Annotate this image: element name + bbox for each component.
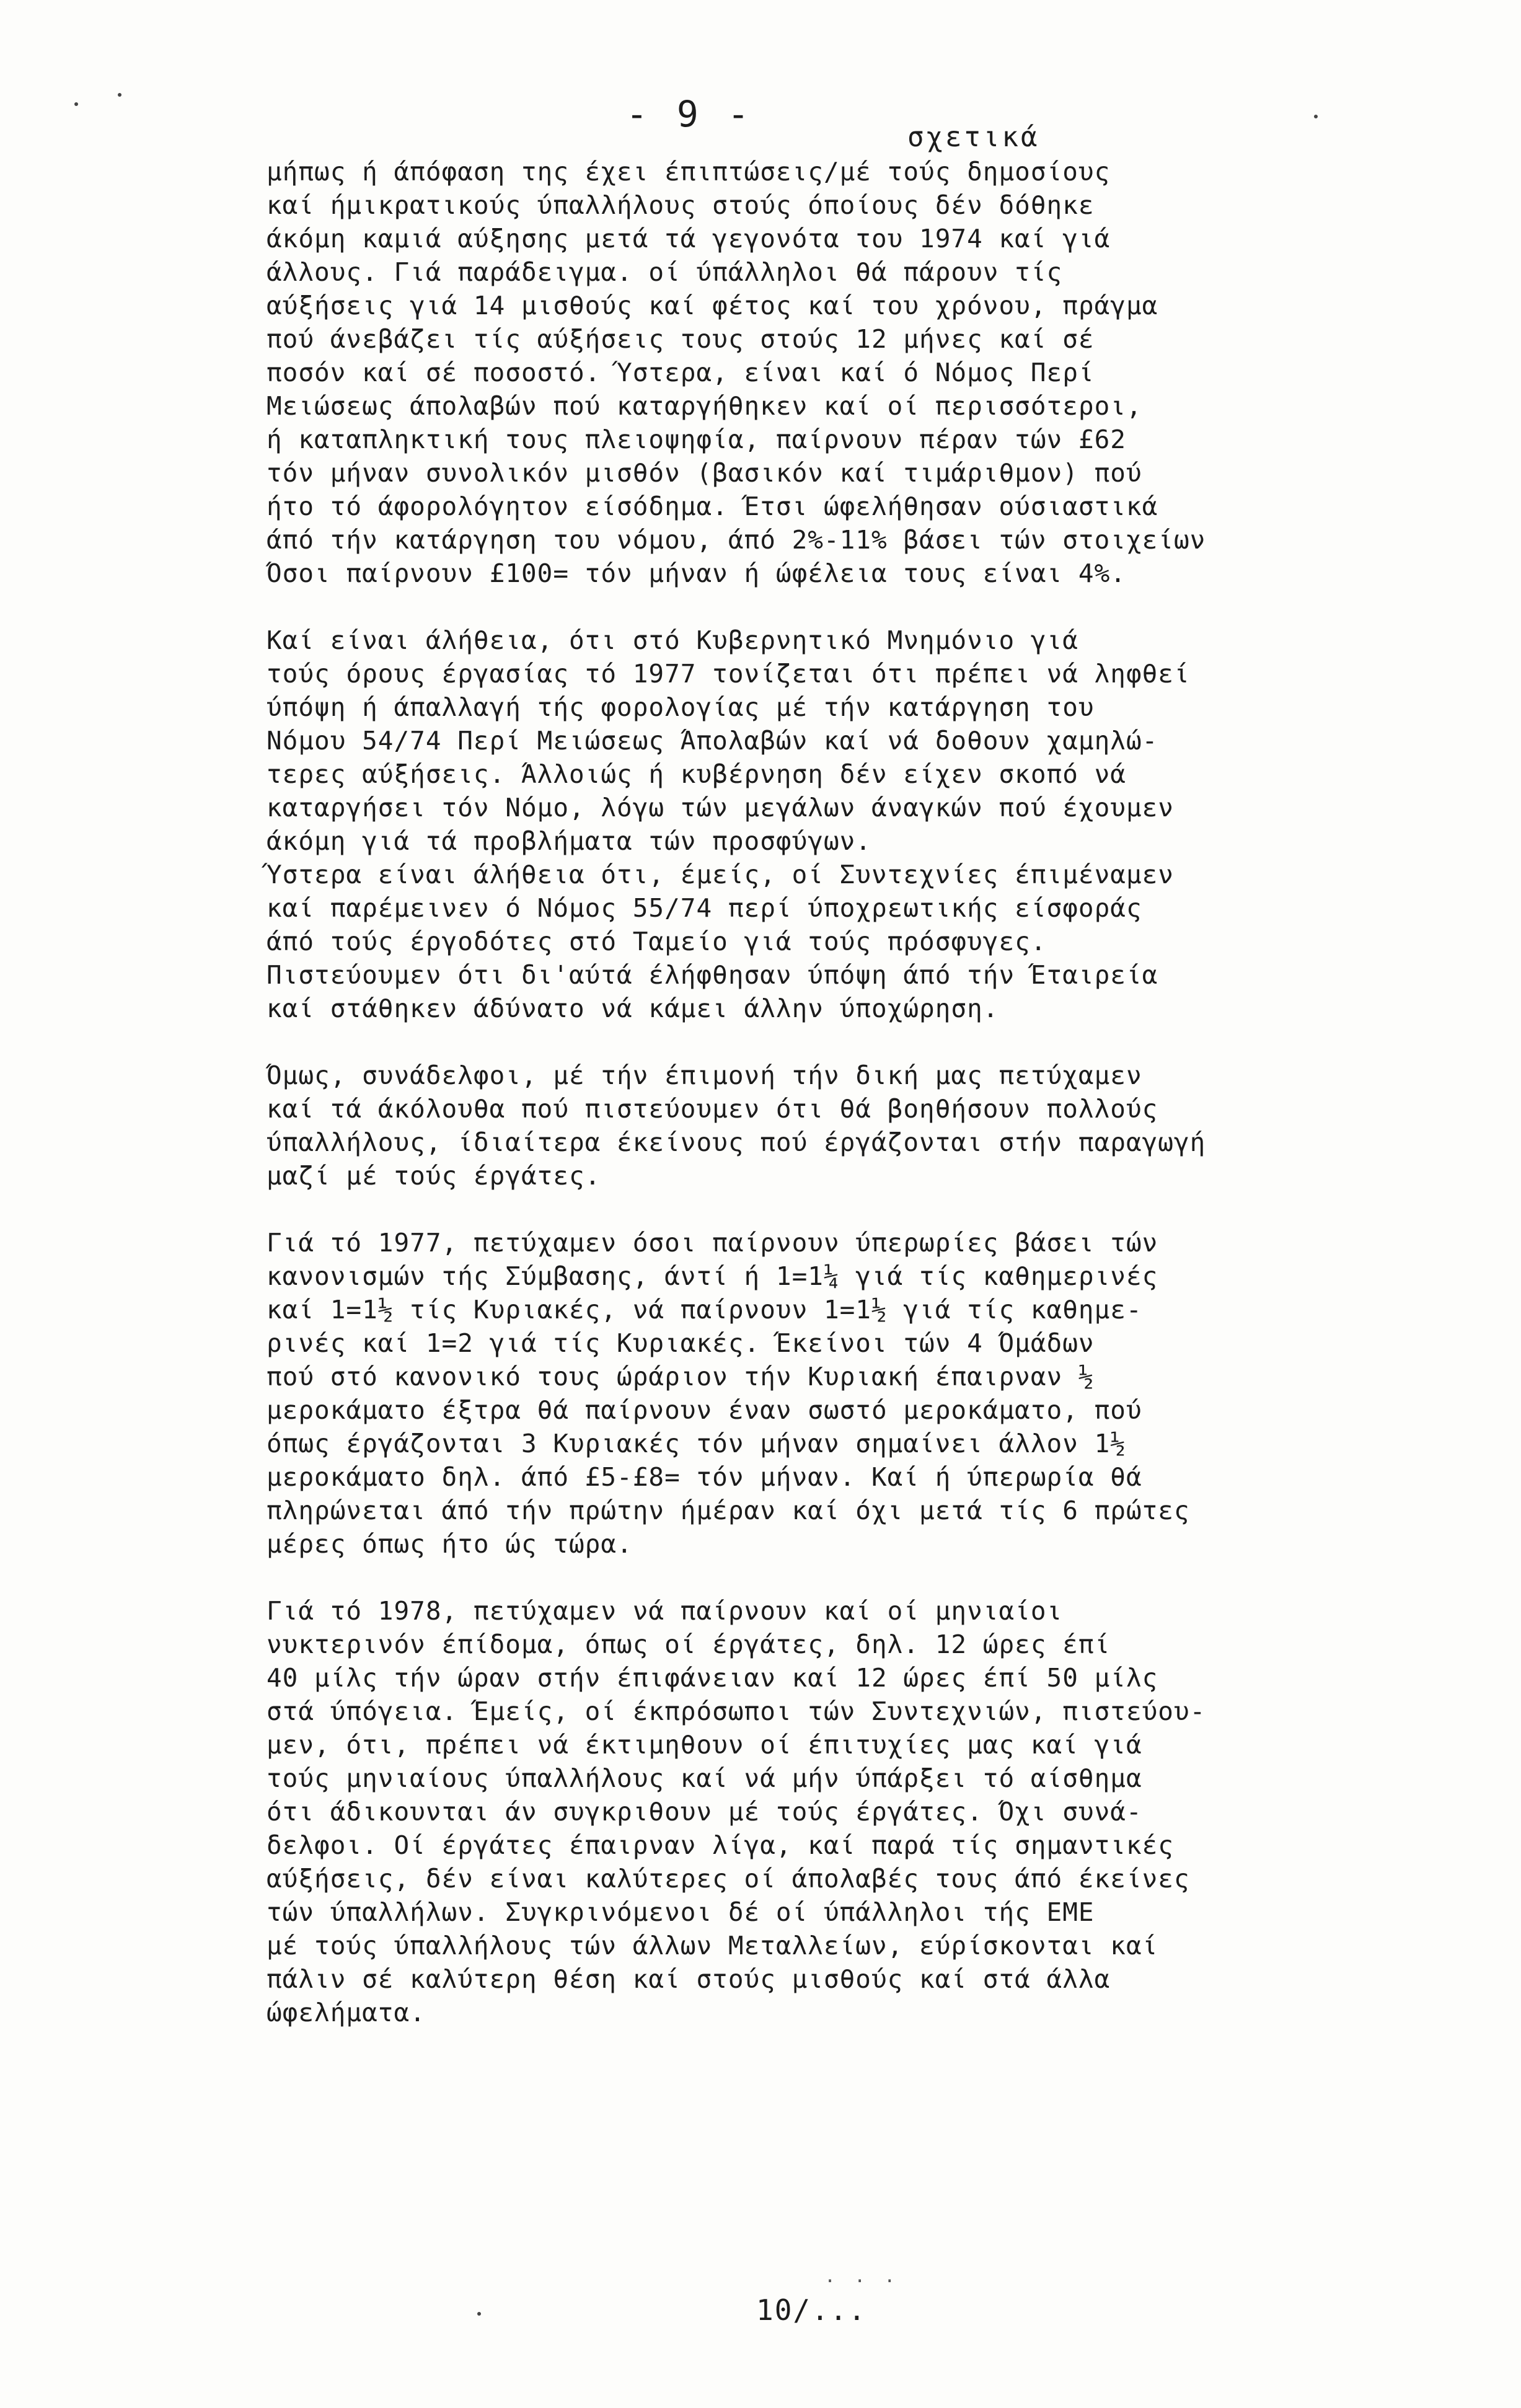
text-line: πού άνεβάζει τίς αύξήσεις τους στούς 12 μήνες καί σέ — [267, 324, 1095, 354]
scan-speck — [74, 102, 78, 106]
text-line: Γιά τό 1978, πετύχαμεν νά παίρνουν καί οί μηνιαίοι — [267, 1596, 1063, 1626]
text-line: άπό τήν κατάργηση του νόμου, άπό 2%-11% βάσει τών στοιχείων — [267, 525, 1206, 555]
page-number: - 9 - — [626, 93, 753, 135]
text-line: αύξήσεις γιά 14 μισθούς καί φέτος καί του χρόνου, πράγμα — [267, 291, 1158, 320]
text-line: ήτο τό άφορολόγητον είσόδημα. Έτσι ώφελήθησαν ούσιαστικά — [267, 492, 1158, 521]
paragraph-5 — [267, 1594, 1382, 2029]
text-line: ποσόν καί σέ ποσοστό. Ύστερα, είναι καί ό Νόμος Περί — [267, 358, 1095, 387]
text-line: άκόμη καμιά αύξησης μετά τά γεγονότα του 1974 καί γιά — [267, 224, 1111, 254]
text-line: μέ τούς ύπαλλήλους τών άλλων Μεταλλείων, εύρίσκονται καί — [267, 1931, 1158, 1960]
text-line: καί παρέμεινεν ό Νόμος 55/74 περί ύποχρεωτικής είσφοράς — [267, 893, 1142, 923]
text-line: ύπαλλήλους, ίδιαίτερα έκείνους πού έργάζονται στήν παραγωγή — [267, 1127, 1206, 1157]
text-line: ότι άδικουνται άν συγκριθουν μέ τούς έργάτες. Όχι συνά- — [267, 1797, 1142, 1827]
text-line: ρινές καί 1=2 γιά τίς Κυριακές. Έκείνοι τών 4 Όμάδων — [267, 1328, 1095, 1358]
paragraph-gap — [267, 1193, 1382, 1226]
text-line: τούς όρους έργασίας τό 1977 τονίζεται ότι πρέπει νά ληφθεί — [267, 659, 1190, 689]
text-line: άλλους. Γιά παράδειγμα. οί ύπάλληλοι θά πάρουν τίς — [267, 257, 1063, 287]
text-line: αύξήσεις, δέν είναι καλύτερες οί άπολαβές τους άπό έκείνες — [267, 1864, 1190, 1894]
text-line: Νόμου 54/74 Περί Μειώσεως Άπολαβών καί νά δοθουν χαμηλώ- — [267, 726, 1158, 756]
text-line: πληρώνεται άπό τήν πρώτην ήμέραν καί όχι μετά τίς 6 πρώτες — [267, 1496, 1190, 1525]
text-line: στά ύπόγεια. Έμείς, οί έκπρόσωποι τών Συντεχνιών, πιστεύου- — [267, 1696, 1206, 1726]
text-line: μεν, ότι, πρέπει νά έκτιμηθουν οί έπιτυχίες μας καί γιά — [267, 1730, 1142, 1760]
text-line: Όμως, συνάδελφοι, μέ τήν έπιμονή τήν δική μας πετύχαμεν — [267, 1061, 1142, 1090]
text-line: τερες αύξήσεις. Άλλοιώς ή κυβέρνηση δέν είχεν σκοπό νά — [267, 759, 1126, 789]
document-body — [267, 155, 1382, 2029]
text-line: καί στάθηκεν άδύνατο νά κάμει άλλην ύποχώρηση. — [267, 994, 999, 1023]
text-line: άπό τούς έργοδότες στό Ταμείο γιά τούς πρόσφυγες. — [267, 927, 1047, 956]
paragraph-4 — [267, 1226, 1382, 1561]
text-line: μεροκάματο έξτρα θά παίρνουν έναν σωστό μεροκάματο, πού — [267, 1395, 1142, 1425]
text-line: Καί είναι άλήθεια, ότι στό Κυβερνητικό Μνημόνιο γιά — [267, 625, 1078, 655]
scan-speck — [477, 2312, 481, 2316]
paragraph-gap — [267, 1561, 1382, 1594]
text-line: ώφελήματα. — [267, 1998, 426, 2027]
text-line: καί 1=1½ τίς Κυριακές, νά παίρνουν 1=1½ γιά τίς καθημε- — [267, 1295, 1142, 1325]
text-line: μεροκάματο δηλ. άπό £5-£8= τόν μήναν. Καί ή ύπερωρία θά — [267, 1462, 1142, 1492]
text-line: μαζί μέ τούς έργάτες. — [267, 1161, 601, 1191]
text-line: καταργήσει τόν Νόμο, λόγω τών μεγάλων άναγκών πού έχουμεν — [267, 793, 1174, 823]
handwritten-insert: σχετικά — [907, 121, 1040, 153]
text-line: Όσοι παίρνουν £100= τόν μήναν ή ώφέλεια τους είναι 4%. — [267, 558, 1126, 588]
text-line: Μειώσεως άπολαβών πού καταργήθηκεν καί οί περισσότεροι, — [267, 391, 1142, 421]
text-line: καί ήμικρατικούς ύπαλλήλους στούς όποίους δέν δόθηκε — [267, 190, 1095, 220]
text-line: νυκτερινόν έπίδομα, όπως οί έργάτες, δηλ. 12 ώρες έπί — [267, 1630, 1111, 1659]
page-continuation: 10/... — [756, 2293, 867, 2327]
text-line: πού στό κανονικό τους ώράριον τήν Κυριακή έπαιρναν ½ — [267, 1362, 1095, 1391]
text-line: άκόμη γιά τά προβλήματα τών προσφύγων. — [267, 826, 871, 856]
scan-speck — [118, 93, 121, 97]
paragraph-1 — [267, 155, 1382, 590]
text-line: τόν μήναν συνολικόν μισθόν (βασικόν καί τιμάριθμον) πού — [267, 458, 1142, 488]
text-line: καί τά άκόλουθα πού πιστεύουμεν ότι θά βοηθήσουν πολλούς — [267, 1094, 1158, 1124]
text-line: 40 μίλς τήν ώραν στήν έπιφάνειαν καί 12 ώρες έπί 50 μίλς — [267, 1663, 1158, 1693]
text-line: τών ύπαλλήλων. Συγκρινόμενοι δέ οί ύπάλληλοι τής ΕΜΕ — [267, 1897, 1095, 1927]
text-line: ύπόψη ή άπαλλαγή τής φορολογίας μέ τήν κατάργηση του — [267, 692, 1095, 722]
paragraph-2 — [267, 624, 1382, 1025]
paragraph-3 — [267, 1059, 1382, 1193]
text-line: Ύστερα είναι άλήθεια ότι, έμείς, οί Συντεχνίες έπιμέναμεν — [267, 860, 1174, 889]
text-line: μέρες όπως ήτο ώς τώρα. — [267, 1529, 633, 1559]
text-line: ή καταπληκτική τους πλειοψηφία, παίρνουν πέραν τών £62 — [267, 425, 1126, 454]
text-line: τούς μηνιαίους ύπαλλήλους καί νά μήν ύπάρξει τό αίσθημα — [267, 1763, 1142, 1793]
text-line: δελφοι. Οί έργάτες έπαιρναν λίγα, καί παρά τίς σημαντικές — [267, 1830, 1174, 1860]
text-line: μήπως ή άπόφαση της έχει έπιπτώσεις/μέ τούς δημοσίους — [267, 157, 1111, 187]
paragraph-gap — [267, 590, 1382, 624]
text-line: Πιστεύουμεν ότι δι'αύτά έλήφθησαν ύπόψη άπό τήν Έταιρεία — [267, 960, 1158, 990]
text-line: κανονισμών τής Σύμβασης, άντί ή 1=1¼ γιά τίς καθημερινές — [267, 1261, 1158, 1291]
text-line: όπως έργάζονται 3 Κυριακές τόν μήναν σημαίνει άλλον 1½ — [267, 1429, 1126, 1458]
text-line: Γιά τό 1977, πετύχαμεν όσοι παίρνουν ύπερωρίες βάσει τών — [267, 1228, 1158, 1258]
scan-speck — [1314, 115, 1318, 118]
footer-dots: . . . — [824, 2265, 899, 2287]
paragraph-gap — [267, 1025, 1382, 1059]
text-line: πάλιν σέ καλύτερη θέση καί στούς μισθούς καί στά άλλα — [267, 1964, 1111, 1994]
